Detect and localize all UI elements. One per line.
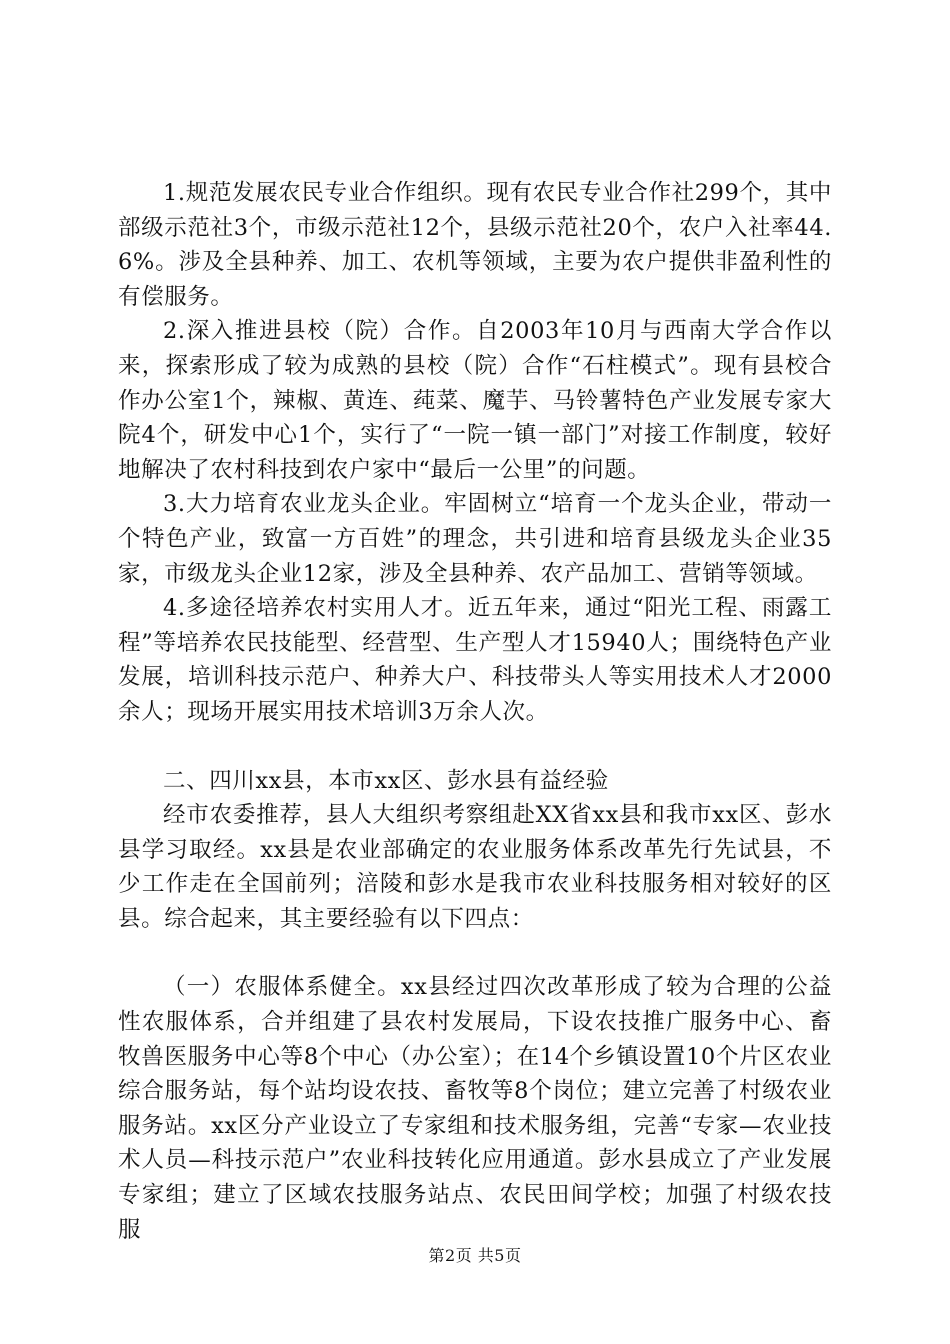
subsection-service-system: （一）农服体系健全。xx县经过四次改革形成了较为合理的公益性农服体系，合并组建了县农村发展局，下设农技推广服务中心、畜牧兽医服务中心等8个中心（办公室）；在14个乡镇设置10个片区农业综合服务站，每个站均设农技、畜牧等8个岗位；建立完善了村级农业服务站。xx区分产业设立了专家组和技术服务组，完善“专家—农业技术人员—科技示范户”农业科技转化应用通道。彭水县成立了产业发展专家组；建立了区域农技服务站点、农民田间学校；加强了村级农技服 — [118, 974, 832, 1243]
spacer — [118, 730, 832, 764]
section-intro: 经市农委推荐，县人大组织考察组赴XX省xx县和我市xx区、彭水县学习取经。xx县是农业部确定的农业服务体系改革先行先试县，不少工作走在全国前列；涪陵和彭水是我市农业科技服务相对较好的区县。综合起来，其主要经验有以下四点： — [118, 802, 832, 932]
paragraph-leading-enterprises: 3.大力培育农业龙头企业。牢固树立“培育一个龙头企业，带动一个特色产业，致富一方百姓”的理念，共引进和培育县级龙头企业35家，市级龙头企业12家，涉及全县种养、农产品加工、营销等领域。 — [118, 491, 832, 587]
paragraph-county-school-cooperation: 2.深入推进县校（院）合作。自2003年10月与西南大学合作以来，探索形成了较为成熟的县校（院）合作“石柱模式”。现有县校合作办公室1个，辣椒、黄连、莼菜、魔芋、马铃薯特色产业发展专家大院4个，研发中心1个，实行了“一院一镇一部门”对接工作制度，较好地解决了农村科技到农户家中“最后一公里”的问题。 — [118, 318, 832, 483]
paragraph-rural-talent: 4.多途径培养农村实用人才。近五年来，通过“阳光工程、雨露工程”等培养农民技能型、经营型、生产型人才15940人；围绕特色产业发展，培训科技示范户、种养大户、科技带头人等实用技术人才2000余人；现场开展实用技术培训3万余人次。 — [118, 595, 832, 725]
spacer — [118, 936, 832, 970]
paragraph-cooperative-organizations: 1.规范发展农民专业合作组织。现有农民专业合作社299个，其中部级示范社3个，市级示范社12个，县级示范社20个，农户入社率44.6%。涉及全县种养、加工、农机等领域，主要为农户提供非盈利性的有偿服务。 — [118, 180, 832, 310]
section-heading: 二、四川xx县，本市xx区、彭水县有益经验 — [163, 767, 609, 794]
document-body — [118, 176, 832, 1247]
page-number: 第2页 共5页 — [428, 1246, 522, 1265]
